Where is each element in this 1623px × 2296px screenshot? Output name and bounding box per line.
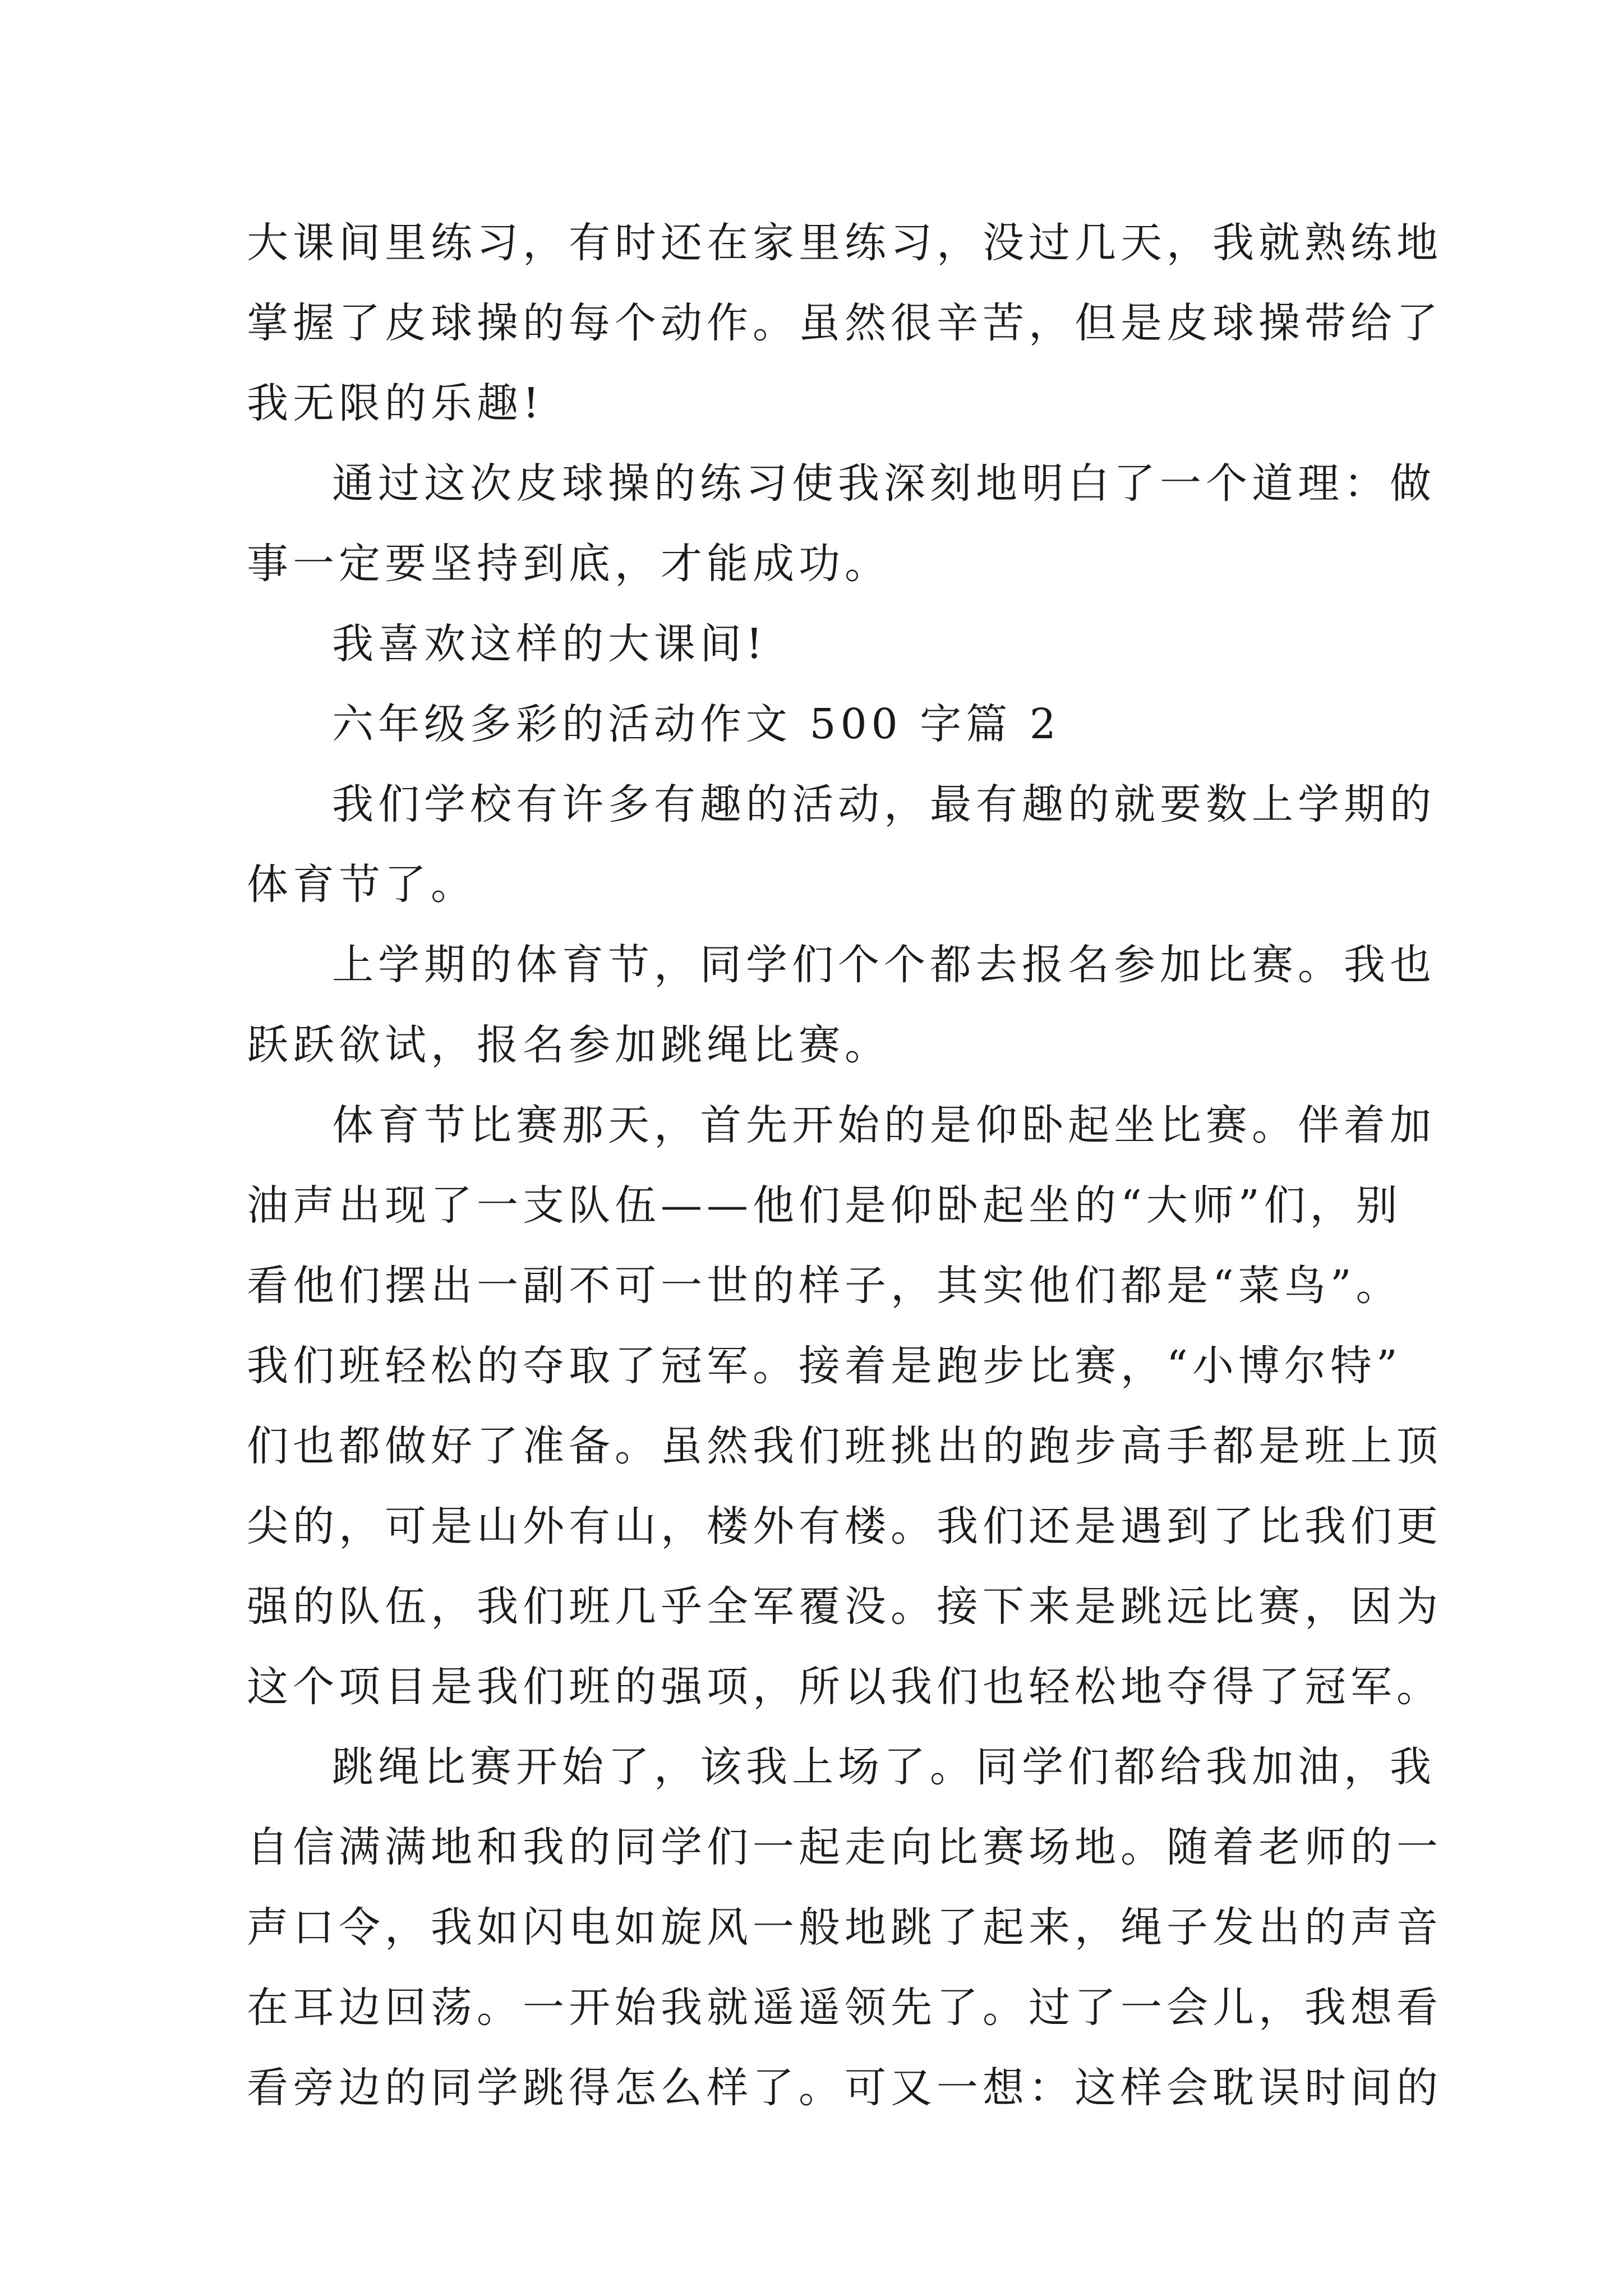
text-line: 看他们摆出一副不可一世的样子，其实他们都是“菜鸟”。 bbox=[247, 1262, 1402, 1310]
text-line: 我们学校有许多有趣的活动，最有趣的就要数上学期的 bbox=[332, 780, 1436, 829]
text-line: 体育节比赛那天，首先开始的是仰卧起坐比赛。伴着加 bbox=[332, 1101, 1436, 1149]
text-line: 事一定要坚持到底，才能成功。 bbox=[247, 540, 891, 588]
text-line: 我们班轻松的夺取了冠军。接着是跑步比赛，“小博尔特” bbox=[247, 1342, 1402, 1390]
text-line: 看旁边的同学跳得怎么样了。可又一想：这样会耽误时间的 bbox=[247, 2064, 1442, 2112]
text-line: 声口令，我如闪电如旋风一般地跳了起来，绳子发出的声音 bbox=[247, 1903, 1442, 1952]
text-line: 们也都做好了准备。虽然我们班挑出的跑步高手都是班上顶 bbox=[247, 1422, 1442, 1470]
text-line: 我喜欢这样的大课间! bbox=[332, 620, 767, 668]
text-line: 油声出现了一支队伍——他们是仰卧起坐的“大师”们，别 bbox=[247, 1181, 1402, 1230]
text-line: 跳绳比赛开始了，该我上场了。同学们都给我加油，我 bbox=[332, 1743, 1436, 1791]
text-line: 我无限的乐趣! bbox=[247, 379, 544, 427]
text-line: 通过这次皮球操的练习使我深刻地明白了一个道理：做 bbox=[332, 459, 1436, 508]
document-body bbox=[247, 203, 1442, 2128]
text-line: 上学期的体育节，同学们个个都去报名参加比赛。我也 bbox=[332, 941, 1436, 989]
text-line: 大课间里练习，有时还在家里练习，没过几天，我就熟练地 bbox=[247, 219, 1442, 267]
text-line: 尖的，可是山外有山，楼外有楼。我们还是遇到了比我们更 bbox=[247, 1502, 1442, 1550]
text-line: 在耳边回荡。一开始我就遥遥领先了。过了一会儿，我想看 bbox=[247, 1984, 1442, 2032]
text-line: 六年级多彩的活动作文 500 字篇 2 bbox=[332, 700, 1061, 748]
text-line: 自信满满地和我的同学们一起走向比赛场地。随着老师的一 bbox=[247, 1823, 1442, 1871]
text-line: 体育节了。 bbox=[247, 861, 477, 909]
text-line: 这个项目是我们班的强项，所以我们也轻松地夺得了冠军。 bbox=[247, 1663, 1442, 1711]
text-line: 强的队伍，我们班几乎全军覆没。接下来是跳远比赛，因为 bbox=[247, 1582, 1442, 1631]
text-line: 掌握了皮球操的每个动作。虽然很辛苦，但是皮球操带给了 bbox=[247, 299, 1442, 347]
text-line: 跃跃欲试，报名参加跳绳比赛。 bbox=[247, 1021, 891, 1069]
